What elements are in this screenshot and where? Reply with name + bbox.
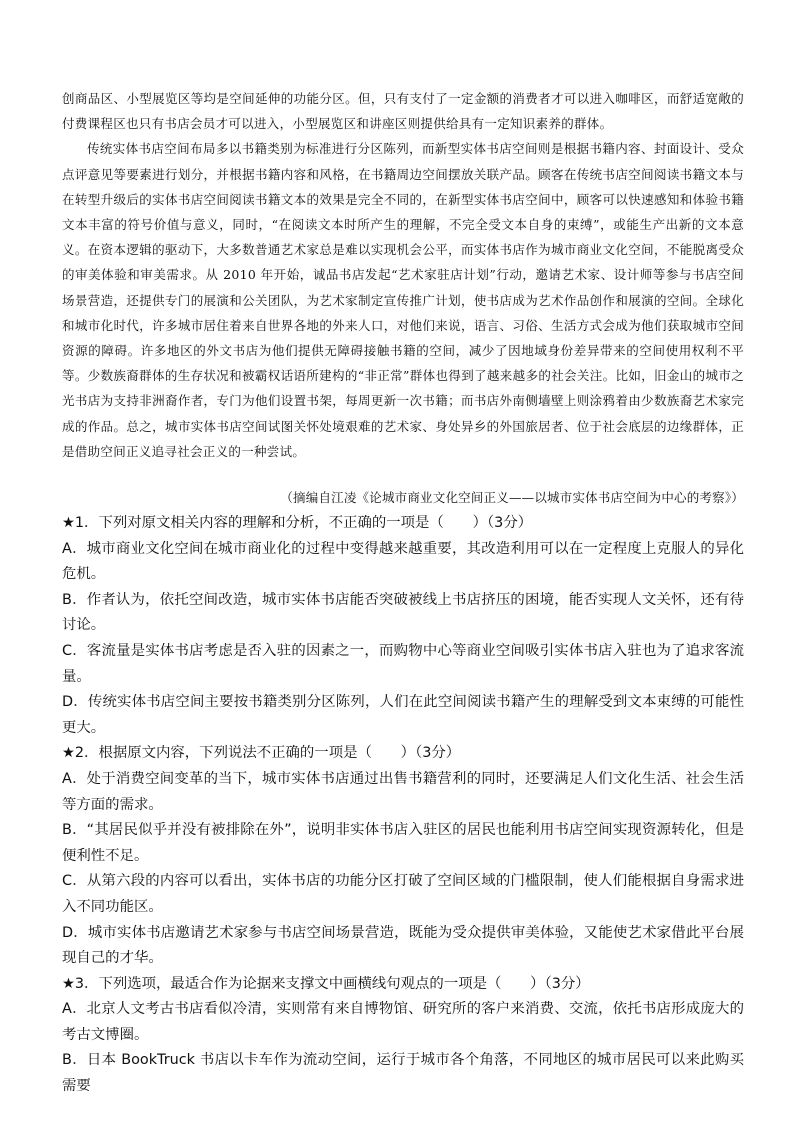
question-1-option-c: C．客流量是实体书店考虑是否入驻的因素之一，而购物中心等商业空间吸引实体书店入驻也为了追求客流量。 — [62, 642, 744, 685]
question-3-stem: ★3．下列选项，最适合作为论据来支撑文中画横线句观点的一项是（ ）（3分） — [62, 975, 590, 992]
question-3-option-b: B．日本 BookTruck 书店以卡车作为流动空间，运行于城市各个角落，不同地区的城市居民可以来此购买需要 — [62, 1052, 744, 1095]
passage-paragraph-continued: 创商品区、小型展览区等均是空间延伸的功能分区。但，只有支付了一定金额的消费者才可以进入咖啡区，而舒适宽敞的付费课程区也只有书店会员才可以进入，小型展览区和讲座区则提供给具有一定知识素养的群体。 — [62, 91, 744, 132]
question-2-option-c: C．从第六段的内容可以看出，实体书店的功能分区打破了空间区域的门槛限制，使人们能根据自身需求进入不同功能区。 — [62, 873, 744, 915]
question-3-option-a: A．北京人文考古书店看似冷清，实则常有来自博物馆、研究所的客户来消费、交流，依托书店形成庞大的考古文博圈。 — [62, 1001, 744, 1043]
reading-passage — [62, 86, 744, 464]
question-2-stem: ★2．根据原文内容，下列说法不正确的一项是（ ）（3分） — [62, 745, 461, 762]
question-2-option-d: D．城市实体书店邀请艺术家参与书店空间场景营造，既能为受众提供审美体验，又能使艺术家借此平台展现自己的才华。 — [62, 924, 744, 967]
question-1-option-a: A．城市商业文化空间在城市商业化的过程中变得越来越重要，其改造利用可以在一定程度上克服人的异化危机。 — [62, 540, 744, 583]
question-list — [62, 511, 744, 1100]
question-1-option-b: B．作者认为，依托空间改造，城市实体书店能否突破被线上书店挤压的困境，能否实现人文关怀，还有待讨论。 — [62, 591, 744, 634]
source-citation: （摘编自江凌《论城市商业文化空间正义——以城市实体书店空间为中心的考察》） — [280, 490, 744, 505]
passage-paragraph-main: 传统实体书店空间布局多以书籍类别为标准进行分区陈列，而新型实体书店空间则是根据书籍内容、封面设计、受众点评意见等要素进行划分，并根据书籍内容和风格，在书籍周边空间摆放关联产品。顾客在传统书店空间阅读书籍文本与在转型升级后的实体书店空间阅读书籍文本的效果是完全不同的，在新型实体书店空间中，顾客可以快速感知和体验书籍文本丰富的符号价值与意义，同时，“在阅读文本时所产生的理解，不完全受文本自身的束缚”，或能生产出新的文本意义。在资本逻辑的驱动下，大多数普通艺术家总是难以实现机会公平，而实体书店作为城市商业文化空间，不能脱离受众的审美体验和审美需求。从 2010 年开始，诚品书店发起“艺术家驻店计划”行动，邀请艺术家、设计师等参与书店空间场景营造，还提供专门的展演和公关团队，为艺术家制定宣传推广计划，使书店成为艺术作品创作和展演的空间。全球化和城市化时代，许多城市居住着来自世界各地的外来人口，对他们来说，语言、习俗、生活方式会成为他们获取城市空间资源的障碍。许多地区的外文书店为他们提供无障碍接触书籍的空间，减少了因地域身份差异带来的空间使用权利不平等。少数族裔群体的生存状况和被霸权话语所建构的“非正常”群体也得到了越来越多的社会关注。比如，旧金山的城市之光书店为支持非洲裔作者，专门为他们设置书架，每周更新一次书籍；而书店外南侧墙壁上则涂鸦着由少数族裔艺术家完成的作品。总之，城市实体书店空间试图关怀处境艰难的艺术家、身处异乡的外国旅居者、位于社会底层的边缘群体，正是借助空间正义追寻社会正义的一种尝试。 — [62, 141, 744, 459]
question-2-option-b: B．“其居民似乎并没有被排除在外”，说明非实体书店入驻区的居民也能利用书店空间实现资源转化，但是便利性不足。 — [62, 822, 744, 864]
question-1-option-d: D．传统实体书店空间主要按书籍类别分区陈列，人们在此空间阅读书籍产生的理解受到文本束缚的可能性更大。 — [62, 694, 744, 736]
question-2-option-a: A．处于消费空间变革的当下，城市实体书店通过出售书籍营利的同时，还要满足人们文化生活、社会生活等方面的需求。 — [62, 770, 744, 813]
question-1-stem: ★1．下列对原文相关内容的理解和分析，不正确的一项是（ ）（3分） — [62, 515, 533, 531]
